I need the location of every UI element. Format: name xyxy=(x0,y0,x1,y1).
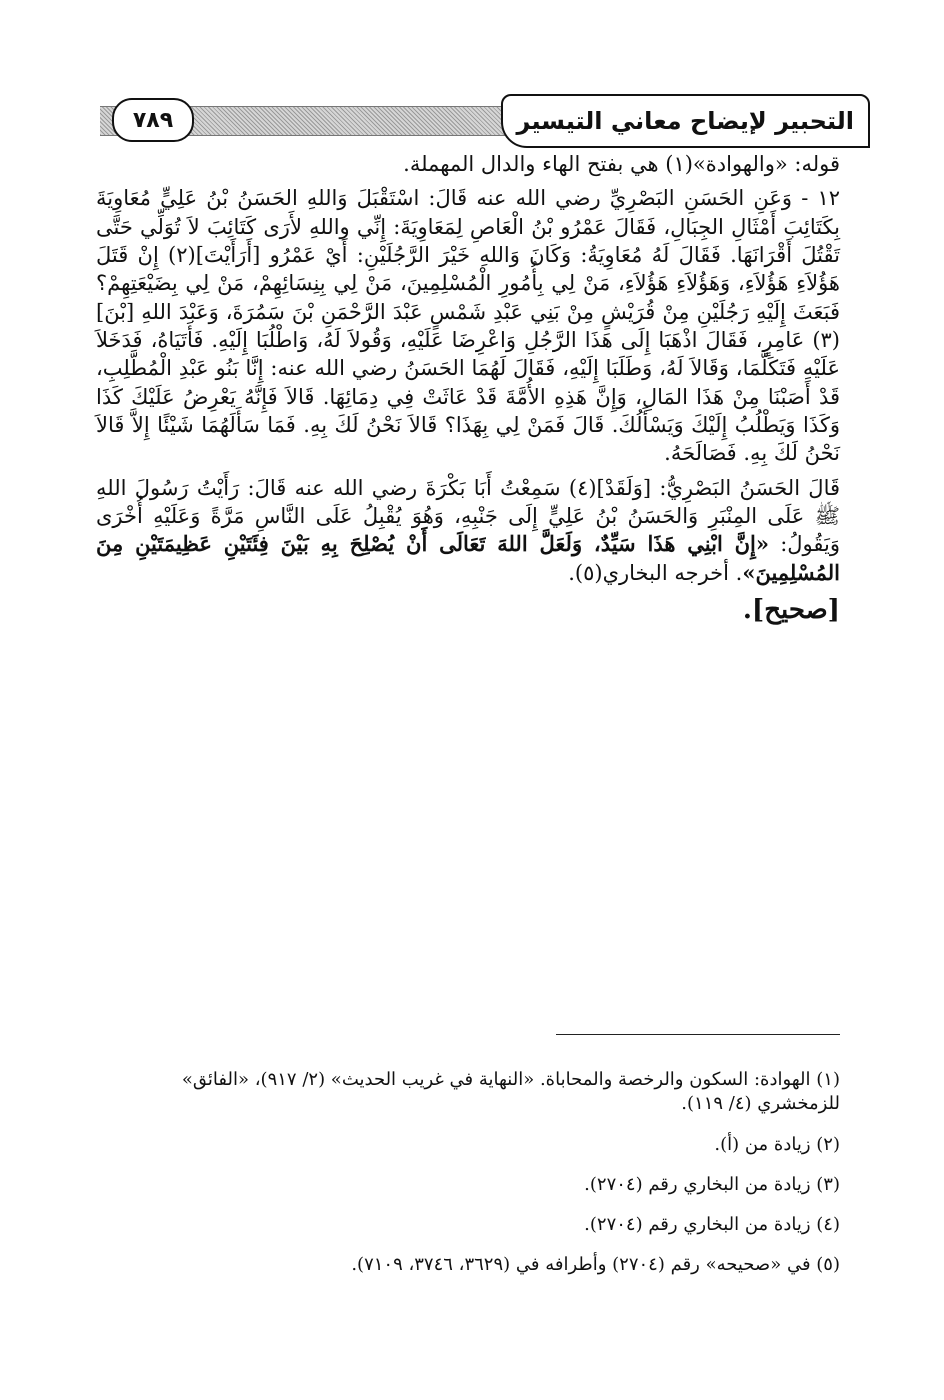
footnote-1: (١) الهوادة: السكون والرخصة والمحاباة. «النهاية في غريب الحديث» (٢/ ٩١٧)، «الفائق» للزمخشري (٤/ ١١٩). xyxy=(181,1069,840,1115)
page-number: ٧٨٩ xyxy=(112,98,194,142)
footnote-2: (٢) زيادة من (أ). xyxy=(714,1133,840,1155)
source-attribution: . أخرجه البخاري(٥). xyxy=(568,560,743,585)
prophetic-quote: «إِنَّ ابْنِي هَذَا سَيِّدٌ، وَلَعَلَّ اللهَ تَعَالَى أَنْ يُصْلِحَ بِهِ بَيْنَ فِئَتَيْنِ عَظِيمَتَيْنِ مِنَ المُسْلِمِينَ» xyxy=(96,531,840,585)
footnote-4: (٤) زيادة من البخاري رقم (٢٧٠٤). xyxy=(584,1214,840,1236)
main-text xyxy=(96,150,840,634)
footnote-5: (٥) في «صحيحه» رقم (٢٧٠٤) وأطرافه في (٣٦٢٩، ٣٧٤٦، ٧١٠٩). xyxy=(351,1254,840,1276)
footnote-separator xyxy=(556,1034,840,1035)
book-title: التحبير لإيضاح معاني التيسير xyxy=(501,94,870,148)
footnote-3: (٣) زيادة من البخاري رقم (٢٧٠٤). xyxy=(584,1173,840,1195)
running-header xyxy=(100,98,870,148)
hasan-basri-paragraph xyxy=(96,474,840,587)
hadith-paragraph: ١٢ - وَعَنِ الحَسَنِ البَصْرِيِّ رضي الله عنه قَالَ: اسْتَقْبَلَ وَاللهِ الحَسَنُ بْنُ عَلِيٍّ مُعَاوِيَةَ بِكَتَائِبَ أَمْثَالِ الجِبَالِ، فَقَالَ عَمْرُو بْنُ الْعَاصِ لِمَعَاوِيَةَ: إِنِّي واللهِ لأَرَى كَتَائِبَ لاَ تُوَلِّي حَتَّى تَقْتُلَ أَقْرَانَهَا. فَقَالَ لَهُ مُعَاوِيَةُ: وَكَانَ وَاللهِ خَيْرَ الرَّجُلَيْنِ: أَيْ عَمْرُو [أَرَأَيْتَ](٢) إِنْ قَتَلَ هَؤُلاَءِ هَؤُلاَءِ، وَهَؤُلاَءِ هَؤُلاَءِ، مَنْ لِي بِأُمُورِ الْمُسْلِمِينَ، مَنْ لِي بِنِسَائِهِمْ، مَنْ لِي بِضَيْعَتِهِمْ؟ فَبَعَثَ إِلَيْهِ رَجُلَيْنِ مِنْ قُرَيْشٍ مِنْ بَنِي عَبْدِ شَمْسٍ عَبْدَ الرَّحْمَنِ بْنَ سَمُرَةَ، وَعَبْدَ اللهِ [بْنَ](٣) عَامِرٍ، فَقَالَ اذْهَبَا إِلَى هَذَا الرَّجُلِ وَاعْرِضَا عَلَيْهِ، وَقُولاَ لَهُ، وَاطْلُبَا إِلَيْهِ. فَأَتَيَاهُ، فَدَخَلاَ عَلَيْهِ فَتَكَلَّمَا، وَقَالاَ لَهُ، وَطَلَبَا إِلَيْهِ، فَقَالَ لَهُمَا الحَسَنُ رضي الله عنه: إِنَّا بَنُو عَبْدِ الْمُطَّلِبِ، قَدْ أَصَبْنَا مِنْ هَذَا المَالِ، وَإِنَّ هَذِهِ الأُمَّةَ قَدْ عَاثَتْ فِي دِمَائِهَا. قَالاَ فَإِنَّهُ يَعْرِضُ عَلَيْكَ كَذَا وَكَذَا وَيَطْلُبُ إِلَيْكَ وَيَسْأَلُكَ. قَالَ فَمَنْ لِي بِهَذَا؟ قَالاَ نَحْنُ لَكَ بِهِ. فَمَا سَأَلَهُمَا شَيْئًا إِلاَّ قَالاَ نَحْنُ لَكَ بِهِ. فَصَالَحَهُ. xyxy=(96,186,840,466)
authenticity-verdict: [صحيح]. xyxy=(742,595,840,626)
hasan-basri-text: قَالَ الحَسَنُ البَصْرِيُّ: [وَلَقَدْ](٤) سَمِعْتُ أَبَا بَكْرَةَ رضي الله عنه قَالَ: رَأَيْتُ رَسُولَ اللهِ ﷺ عَلَى المِنْبَرِ وَالحَسَنُ بْنُ عَلِيٍّ إِلَى جَنْبِهِ، وَهُوَ يُقْبِلُ عَلَى النَّاسِ مَرَّةً وَعَلَيْهِ أُخْرَى وَيَقُولُ: xyxy=(96,475,841,557)
footnotes xyxy=(96,1068,840,1294)
gloss-line: قوله: «والهوادة»(١) هي بفتح الهاء والدال المهملة. xyxy=(403,152,840,176)
